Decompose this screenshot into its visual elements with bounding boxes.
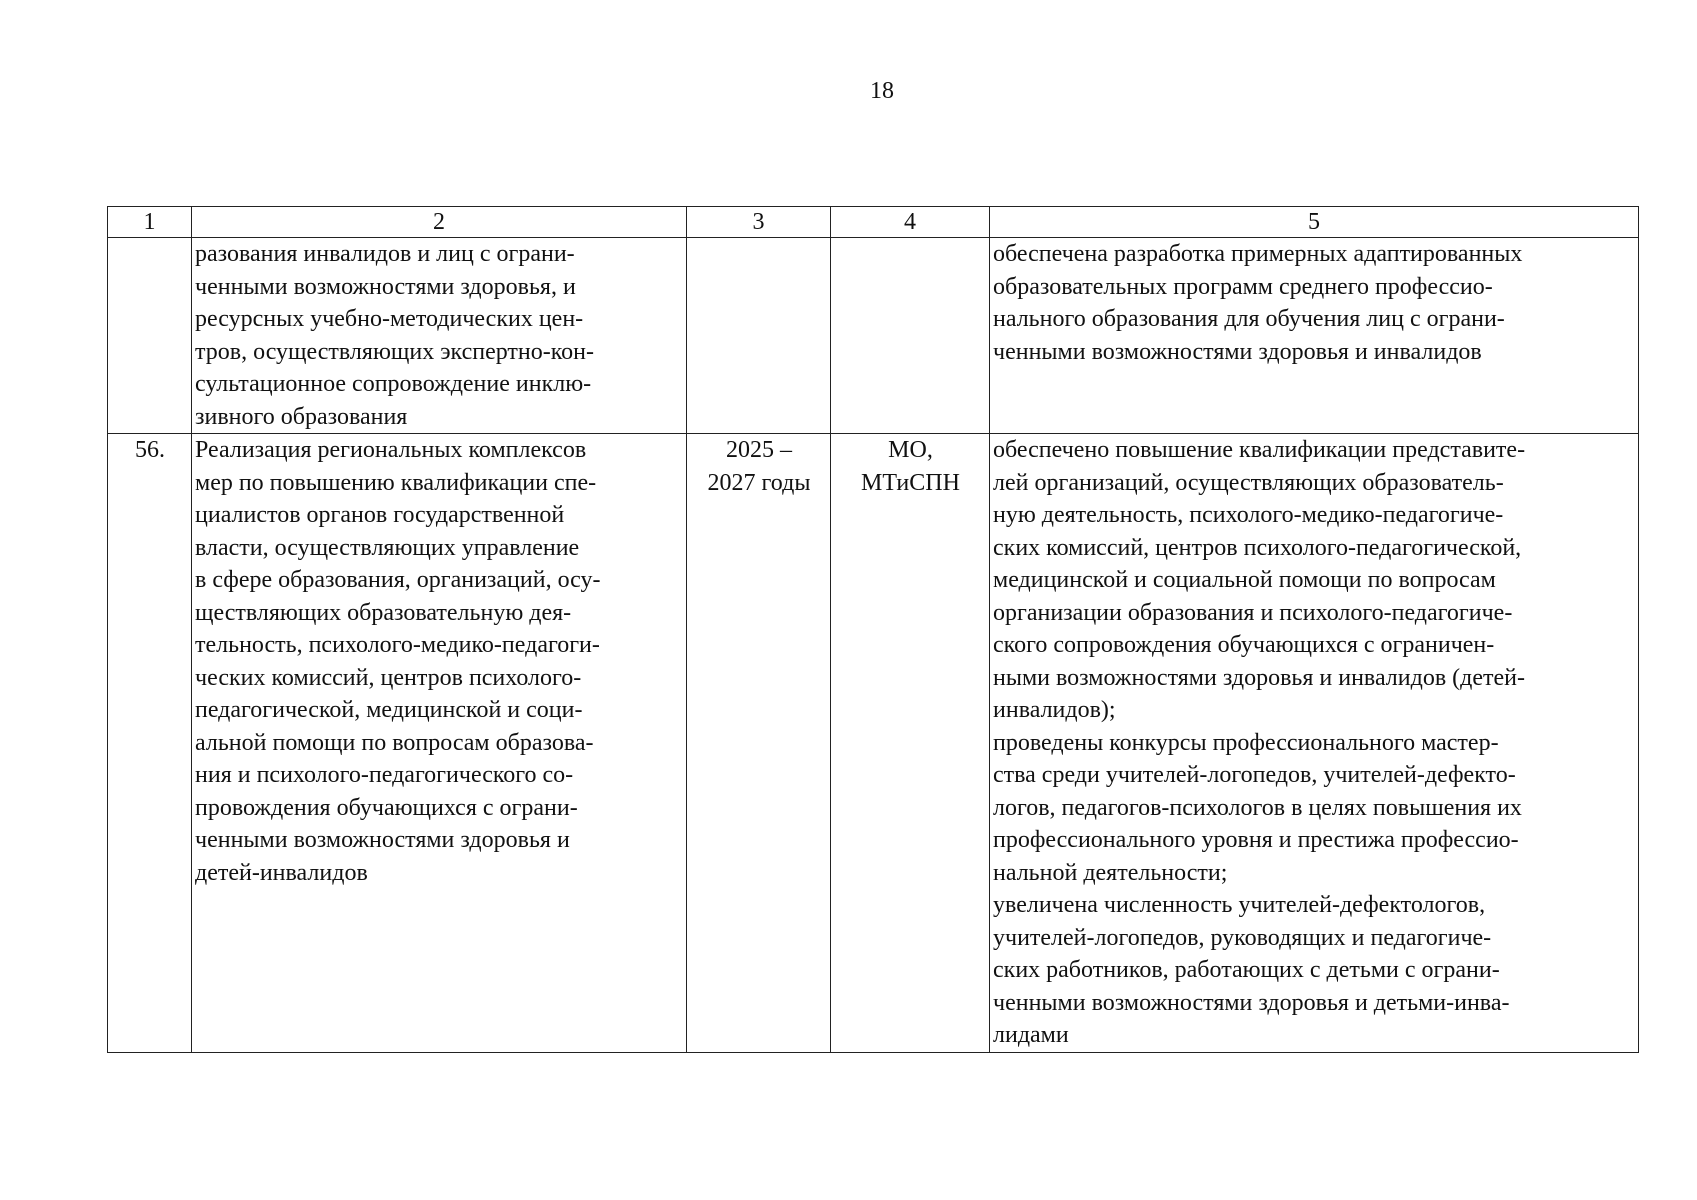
table-row-continued (108, 238, 1639, 434)
text-line: лидами (993, 1022, 1069, 1048)
text-line: ченными возможностями здоровья и (195, 827, 570, 853)
text-line: циалистов органов государственной (195, 502, 565, 528)
text-line: ченными возможностями здоровья и инвалидов (993, 338, 1482, 365)
text-line: медицинской и социальной помощи по вопросам (993, 567, 1496, 593)
header-col-4: 4 (831, 207, 990, 238)
result-cell (990, 434, 1639, 1053)
text-line: лей организаций, осуществляющих образователь- (993, 469, 1504, 496)
header-col-3: 3 (687, 207, 831, 238)
text-line: ния и психолого-педагогического со- (195, 762, 574, 788)
text-line: ными возможностями здоровья и инвалидов (детей- (993, 664, 1525, 691)
text-line: организации образования и психолого-педагогиче- (993, 599, 1513, 626)
text-line: тров, осуществляющих экспертно-кон- (195, 338, 594, 365)
text-line: обеспечена разработка примерных адаптированных (993, 241, 1523, 267)
text-line: нальной деятельности; (993, 859, 1228, 886)
text-line: ченными возможностями здоровья и детьми-инва- (993, 989, 1510, 1016)
text-line: власти, осуществляющих управление (195, 534, 580, 561)
text-line: инвалидов); (993, 697, 1116, 723)
text-line: сультационное сопровождение инклю- (195, 371, 592, 397)
text-line: ную деятельность, психолого-медико-педагогиче- (993, 502, 1504, 528)
table-row-56 (108, 434, 1639, 1053)
text-line: в сфере образования, организаций, осу- (195, 567, 601, 593)
text-line: тельность, психолого-медико-педагоги- (195, 632, 600, 658)
text-line: ченными возможностями здоровья, и (195, 273, 576, 300)
period-cell (687, 434, 831, 1053)
result-cell (990, 238, 1639, 434)
text-line: ществляющих образовательную дея- (195, 599, 572, 626)
text-line: ческих комиссий, центров психолого- (195, 664, 582, 691)
text-line: альной помощи по вопросам образова- (195, 729, 594, 756)
measure-cell (192, 238, 687, 434)
text-line: ских комиссий, центров психолого-педагогической, (993, 534, 1522, 561)
text-line: ских работников, работающих с детьми с ограни- (993, 957, 1500, 983)
table-header-row (108, 207, 1639, 238)
text-line: 2027 годы (707, 469, 811, 496)
text-line: обеспечено повышение квалификации представите- (993, 437, 1526, 463)
measure-cell (192, 434, 687, 1053)
executor-cell (831, 238, 990, 434)
text-line: ства среди учителей-логопедов, учителей-дефекто- (993, 762, 1516, 788)
measures-table (107, 206, 1639, 1053)
text-line: учителей-логопедов, руководящих и педагогиче- (993, 924, 1492, 951)
text-line: МТиСПН (861, 469, 960, 496)
text-line: детей-инвалидов (195, 859, 368, 886)
text-line: провождения обучающихся с ограни- (195, 794, 578, 821)
text-line: логов, педагогов-психологов в целях повышения их (993, 794, 1522, 821)
text-line: Реализация региональных комплексов (195, 437, 587, 463)
header-col-2: 2 (192, 207, 687, 238)
text-line: нального образования для обучения лиц с ограни- (993, 306, 1505, 332)
text-line: увеличена численность учителей-дефектологов, (993, 892, 1486, 918)
text-line: зивного образования (195, 403, 408, 430)
executor-cell (831, 434, 990, 1053)
row-number-cell: 56. (108, 434, 192, 1053)
text-line: образовательных программ среднего профессио- (993, 273, 1493, 300)
text-line: ского сопровождения обучающихся с ограничен- (993, 632, 1495, 658)
header-col-1: 1 (108, 207, 192, 238)
text-line: проведены конкурсы профессионального мастер- (993, 729, 1499, 756)
text-line: МО, (888, 437, 933, 463)
header-col-5: 5 (990, 207, 1639, 238)
text-line: 2025 – (726, 437, 792, 463)
row-number-cell (108, 238, 192, 434)
text-line: профессионального уровня и престижа профессио- (993, 827, 1519, 853)
text-line: разования инвалидов и лиц с ограни- (195, 241, 575, 267)
text-line: мер по повышению квалификации спе- (195, 469, 597, 496)
text-line: педагогической, медицинской и соци- (195, 697, 583, 723)
text-line: ресурсных учебно-методических цен- (195, 306, 584, 332)
period-cell (687, 238, 831, 434)
page-number: 18 (870, 78, 894, 104)
